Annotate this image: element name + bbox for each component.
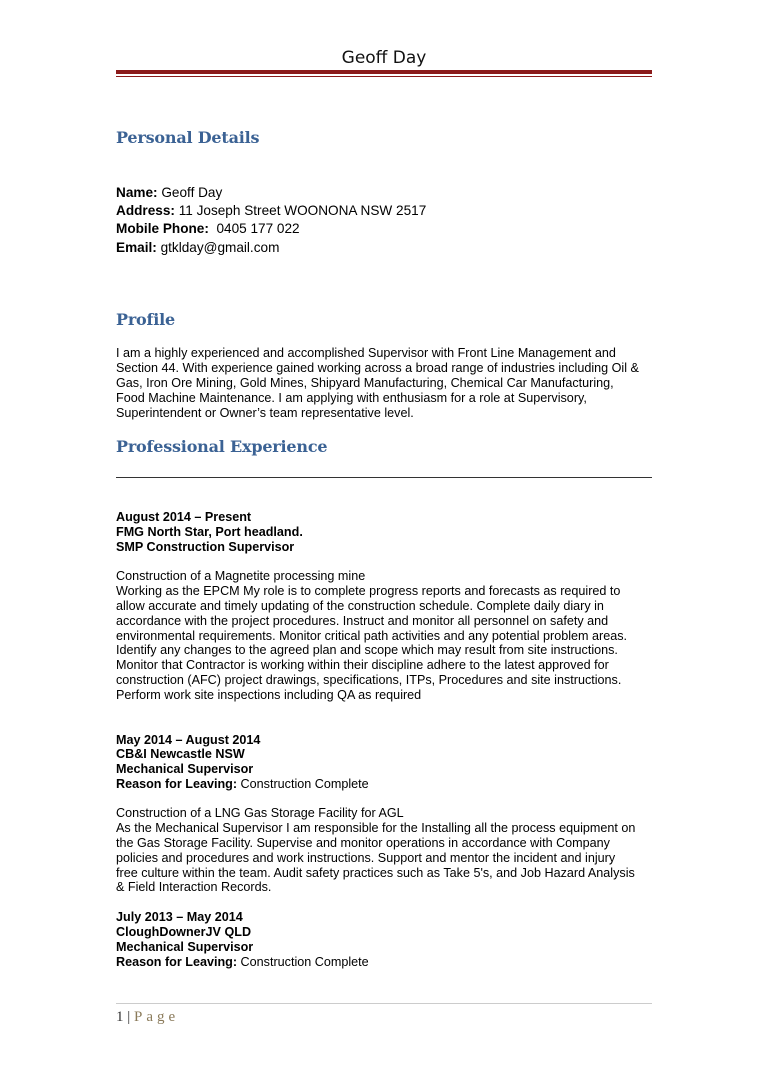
job2-reason-label: Reason for Leaving: [116,777,238,791]
job2-date: May 2014 – August 2014 [116,733,261,747]
name-line [116,185,222,200]
footer-rule [116,1003,652,1004]
name-label: Name: [116,185,158,200]
job1-title: SMP Construction Supervisor [116,540,295,554]
personal-details-heading: Personal Details [116,128,260,147]
phone-value: 0405 177 022 [208,221,300,236]
job1-line: Monitor that Contractor is working within their discipline adhere to the latest approved for [116,658,609,672]
job2-line: policies and procedures and work instructions. Support and mentor the incident and injury [116,851,616,865]
job3-date: July 2013 – May 2014 [116,910,243,924]
page-header-name: Geoff Day [341,48,427,68]
page-label: Page [134,1009,180,1025]
job1-line: accordance with the project procedures. Instruct and monitor all personnel on safety and [116,614,609,628]
job2-reason-value: Construction Complete [237,777,369,791]
job3-reason-value: Construction Complete [237,955,369,969]
job1-line: allow accurate and timely updating of the construction schedule. Complete daily diary in [116,599,604,613]
job1-line: construction (AFC) project drawings, specifications, ITPs, Procedures and site instructions. [116,673,622,687]
job2-title: Mechanical Supervisor [116,762,254,776]
name-value: Geoff Day [157,185,223,200]
job3-reason [116,955,656,970]
profile-line: Section 44. With experience gained working across a broad range of industries including Oil & [116,361,639,375]
email-line [116,240,279,255]
footer-separator: | [123,1009,135,1025]
job2-company: CB&I Newcastle NSW [116,747,245,761]
address-value: 11 Joseph Street WOONONA NSW 2517 [174,203,427,218]
experience-heading: Professional Experience [116,437,328,456]
job2-line: As the Mechanical Supervisor I am responsible for the Installing all the process equipment on [116,821,636,835]
job3-company: CloughDownerJV QLD [116,925,252,939]
job3-title: Mechanical Supervisor [116,940,254,954]
address-label: Address: [116,203,175,218]
job1-line: Identify any changes to the agreed plan and scope which may result from site instructions. [116,643,618,657]
job2-line: the Gas Storage Facility. Supervise and monitor operations in accordance with Company [116,836,610,850]
job2-reason [116,777,656,792]
job1-line: Perform work site inspections including QA as required [116,688,422,702]
job2-line: free culture within the team. Audit safety practices such as Take 5's, and Job Hazard Analysis [116,866,635,880]
experience-divider [116,477,652,478]
job1-line: Construction of a Magnetite processing mine [116,569,366,583]
email-label: Email: [116,240,157,255]
email-value: gtklday@gmail.com [156,240,280,255]
address-line [116,203,426,218]
job1-line: environmental requirements. Monitor critical path activities and any potential problem areas. [116,629,627,643]
job2-line: & Field Interaction Records. [116,880,272,894]
phone-label: Mobile Phone: [116,221,209,236]
page-number: 1 [116,1009,124,1025]
profile-line: I am a highly experienced and accomplished Supervisor with Front Line Management and [116,346,616,360]
page-footer [116,1009,179,1026]
job3-reason-label: Reason for Leaving: [116,955,238,969]
job1-date: August 2014 – Present [116,510,252,524]
phone-line [116,221,300,236]
job1-company: FMG North Star, Port headland. [116,525,303,539]
job1-line: Working as the EPCM My role is to complete progress reports and forecasts as required to [116,584,621,598]
profile-line: Gas, Iron Ore Mining, Gold Mines, Shipyard Manufacturing, Chemical Car Manufacturing, [116,376,614,390]
job2-line: Construction of a LNG Gas Storage Facility for AGL [116,806,404,820]
header-rule-thin [116,76,652,77]
profile-line: Superintendent or Owner’s team representative level. [116,406,414,420]
profile-heading: Profile [116,310,175,329]
profile-line: Food Machine Maintenance. I am applying with enthusiasm for a role at Supervisory, [116,391,587,405]
header-rule-thick [116,70,652,74]
